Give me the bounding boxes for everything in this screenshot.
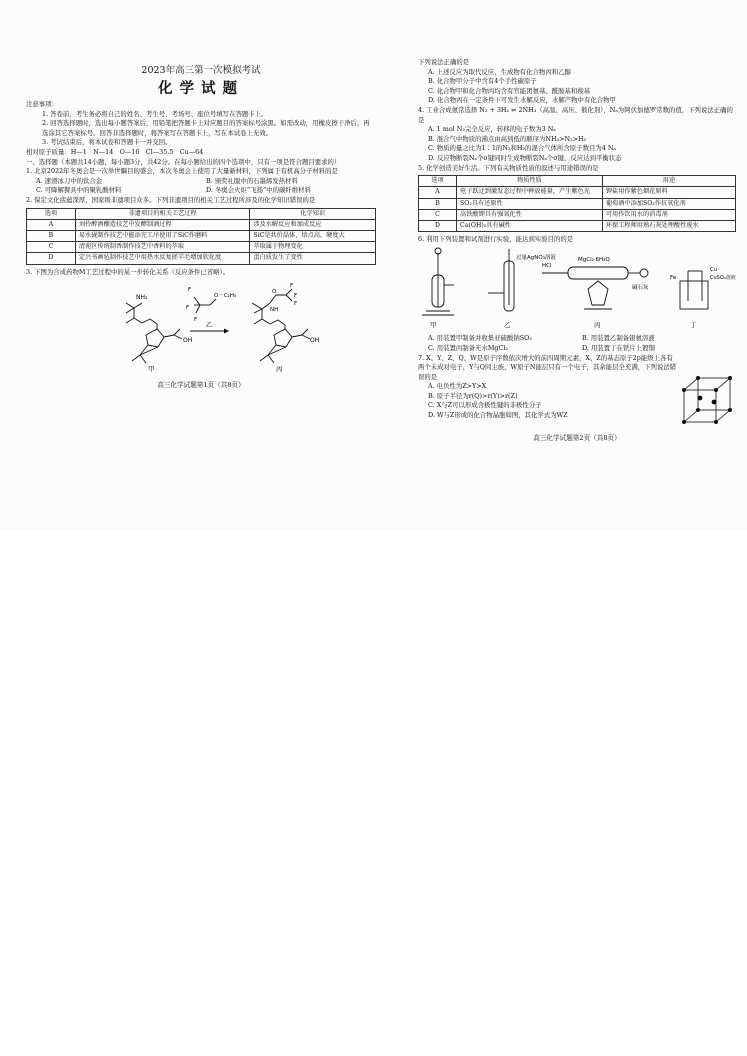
apparatus-ding [680,271,708,309]
question-2-table [26,208,376,265]
table-cell: 刘伶醉酒酿造技艺中发酵制酒过程 [75,219,250,230]
table-cell: D [419,220,457,231]
table-header: 选项 [27,208,76,219]
table-cell: SiC是共价晶体，熔点高，硬度大 [250,230,376,241]
table-cell: SO₂具有还原性 [457,198,603,209]
table-cell: A [419,187,457,198]
question-7-block [418,354,736,430]
question-1-option-c: C. 可降解餐具中的聚乳酸材料 [36,186,122,195]
question-1-option-a: A. 速滑冰刀中的钛合金 [36,176,103,185]
page-1-footer: 高三化学试题第1页（共8页） [157,380,245,389]
reagent-hcl: HCl [542,262,552,269]
reaction-arrow-head [224,329,229,334]
question-5-stem: 5. 化学创造美好生活。下列有关物质性质的叙述与用途错误的是 [418,163,599,172]
amide-nh-label: NH [270,307,279,314]
table-cell: A [27,219,76,230]
compound-bing-label: 丙 [276,365,283,374]
apparatus-jia-label: 甲 [430,320,437,329]
table-header: 选项 [419,176,457,187]
table-header-row [27,208,376,219]
amine-label: NH₂ [136,294,148,302]
table-cell: D [27,253,76,264]
table-header-row [419,176,736,187]
carbonyl-o-label: O [272,289,277,296]
question-3-option-b: B. 化合物甲分子中含有4个手性碳原子 [428,77,537,86]
question-2-stem: 2. 保定文化底蕴深厚，国家级非遗项目众多。下列非遗项目的相关工艺过程所涉及的化学知识错误的是 [26,195,316,204]
compound-jia-label: 甲 [148,365,155,374]
question-4-stem: 4. 工业合成氨常选择 N₂ + 3H₂ ⇌ 2NH₃（高温、高压、催化剂），Nₐ为阿伏加德罗常数的值，下列说法正确的是 [418,105,733,124]
reagent-iron: Fe [670,274,677,281]
table-cell: B [419,198,457,209]
table-cell: 高铁酸钾具有强氧化性 [457,209,603,220]
question-6-stem: 6. 利用下列装置和试剂进行实验，能达到实验目的的是 [418,235,574,244]
apparatus-ding-label: 丁 [690,320,697,329]
apparatus-yi-label: 乙 [504,320,511,329]
crystal-cell-figure [678,372,736,430]
table-cell: 易水砚制作技艺中能添充工序使用了SiC作磨料 [75,230,250,241]
question-6-option-d: D. 用装置丁在铁片上镀铜 [582,343,655,352]
question-4-option-c: C. 物质的量之比为1∶1的N₂和H₂的混合气体所含原子数目为4 Nₐ [428,144,616,153]
table-header: 物质性质 [457,176,603,187]
question-4-option-a: A. 1 mol N₂完全反应，转移的电子数为3 Nₐ [428,125,556,134]
reagent-silver-nitrate: 过量AgNO₃溶液 [516,254,556,261]
question-1-options-row-1 [26,177,376,187]
table-row [27,242,376,253]
apparatus-bing-label: 丙 [594,320,601,329]
reagent-copper: Cu [710,266,718,273]
table-header: 化学知识 [250,208,376,219]
section-1-heading: 一、选择题（本题共14小题，每小题3分，共42分。在每小题给出的四个选项中，只有一项是符合题目要求的） [26,157,341,166]
notice-item-2: 2. 回答选择题时，选出每小题答案后，用铅笔把答题卡上对应题目的答案标号涂黑。如需改动，用橡皮擦干净后，再选涂其它答案标号。回答非选择题时，将答案写在答题卡上，写在本试卷上无效。 [42,119,370,137]
table-cell: 蛋白质发生了变性 [250,253,376,264]
question-3-option-a: A. 上述反应为取代反应，生成物有化合物丙和乙醇 [428,67,571,76]
fluorine-label-4: F [290,283,294,290]
question-5-table [418,175,736,232]
table-cell: 葡萄酒中添加SO₂作抗氧化剂 [602,198,735,209]
table-row [419,220,736,231]
table-cell: 环保工程师用熟石灰处理酸性废水 [602,220,735,231]
apparatus-figure [418,245,736,331]
atomic-masses: 相对原子质量：H—1 N—14 O—16 Cl—35.5 Cu—64 [26,147,204,156]
question-1-option-d: D. 冬奥会火炬“飞扬”中的碳纤维材料 [206,186,311,195]
question-4-option-d: D. 反应物断裂Nₐ个σ键同时生成物断裂Nₐ个σ键，反应达到平衡状态 [428,153,622,162]
question-6-option-b: B. 用装置乙制备银氨溶液 [582,334,655,343]
hydroxyl-label-1: OH [183,337,193,345]
question-6-option-c: C. 用装置丙制备无水MgCl₂ [428,343,508,352]
fluorine-label-6: F [294,301,298,308]
compound-jia-structure [126,303,182,363]
table-row [27,253,376,264]
page-1 [26,58,376,390]
question-3-option-c: C. 化合物甲和化合物丙均含有官能团氨基、酰胺基和羧基 [428,86,591,95]
subject-title: 化学试题 [158,80,244,97]
table-header: 用途 [602,176,735,187]
table-cell: 清苑区传统制香制作技艺中香料的萃取 [75,242,250,253]
compound-bing-structure [252,289,310,363]
table-cell: B [27,230,76,241]
compound-yi-structure [194,297,216,313]
exam-title: 2023年高三第一次模拟考试 [141,65,261,76]
question-1-stem: 1. 北京2022年冬奥会是一次举世瞩目的盛会，本次冬奥会上使用了大量新材料，下列属于有机高分子材料的是 [26,167,338,176]
page-2 [418,58,736,443]
table-cell: C [27,242,76,253]
question-7-option-d: D. W与Z形成的化合物晶胞如图，其化学式为WZ [428,411,568,420]
table-cell: 涉及水解反应和加成反应 [250,219,376,230]
question-7-option-b: B. 原子半径为r(Q)>r(Y)>r(Z) [428,391,518,400]
apparatus-jia [422,248,454,315]
page-2-footer: 高三化学试题第2页（共8页） [533,433,621,442]
table-row [419,209,736,220]
table-cell: 萃取属于物理变化 [250,242,376,253]
reagent-copper-sulfate: CuSO₄溶液 [710,274,736,281]
table-cell: 电子跃迁到激发态过程中释放能量，产生紫色光 [457,187,603,198]
table-row [419,187,736,198]
table-cell: Ca(OH)₂具有碱性 [457,220,603,231]
notice-item-3: 3. 考试结束后，将本试卷和答题卡一并交回。 [42,138,172,147]
table-cell: 定兴书画毡制作技艺中用热水反复搓羊毛增加软化度 [75,253,250,264]
apparatus-yi [488,249,514,311]
fluorine-label-2: F [186,305,190,312]
fluorine-label-1: F [188,287,192,294]
table-row [419,198,736,209]
question-7-option-c: C. X与Z可以形成含极性键的非极性分子 [428,401,542,410]
question-3-intro: 下列说法正确的是 [418,58,470,66]
question-1-option-b: B. 颁奖礼服中的石墨烯发热材料 [206,176,298,185]
notice-item-1: 1. 答卷前，考生务必将自己的姓名、考生号、考场号、座位号填写在答题卡上。 [42,109,268,118]
question-3-option-d: D. 化合物丙在一定条件下可发生水解反应，水解产物中有化合物甲 [428,96,616,105]
table-cell: C [419,209,457,220]
table-row [27,230,376,241]
question-4-option-b: B. 混合气中物质的沸点由高到低的顺序为NH₃>N₂>H₂ [428,134,587,143]
table-cell: 可用作饮用水的消毒剂 [602,209,735,220]
question-1-options-row-2 [26,186,376,196]
question-7-option-a: A. 电负性为Z>Y>X [428,382,487,391]
ester-label: O－C₂H₅ [214,293,237,300]
hydroxyl-label-2: OH [310,337,320,345]
fluorine-label-3: F [194,317,198,324]
table-cell: 钾盐用作紫色烟花原料 [602,187,735,198]
table-row [27,219,376,230]
question-6-options-row-2 [418,344,736,354]
reagent-soda-lime: 碱石灰 [632,284,649,291]
question-6-option-a: A. 用装置甲制备并收集亚硫酸钠SO₂ [428,334,532,343]
reaction-scheme [26,277,376,373]
question-6-options-row-1 [418,334,736,344]
notice-heading: 注意事项： [26,100,58,108]
fluorine-label-5: F [294,293,298,300]
question-7-stem: 7. X、Y、Z、Q、W是原子序数依次增大的前四周期元素，X、Z的基态原子2p能级上各有两个未成对电子，Y与Q同主族，W原子N能层只有一个电子，其余能层全充满，下列说法错误的是 [418,353,677,381]
reagent-magnesium-chloride: MgCl₂·6H₂O [578,256,610,263]
crystal-cell-edges [684,378,730,422]
question-3-stem: 3. 下图为合成药物M工艺过程中的某一步转化关系（反应条件已省略）。 [26,267,230,276]
question-7-text [418,354,678,430]
table-header: 非遗项目的相关工艺过程 [75,208,250,219]
compound-yi-label: 乙 [206,322,213,330]
